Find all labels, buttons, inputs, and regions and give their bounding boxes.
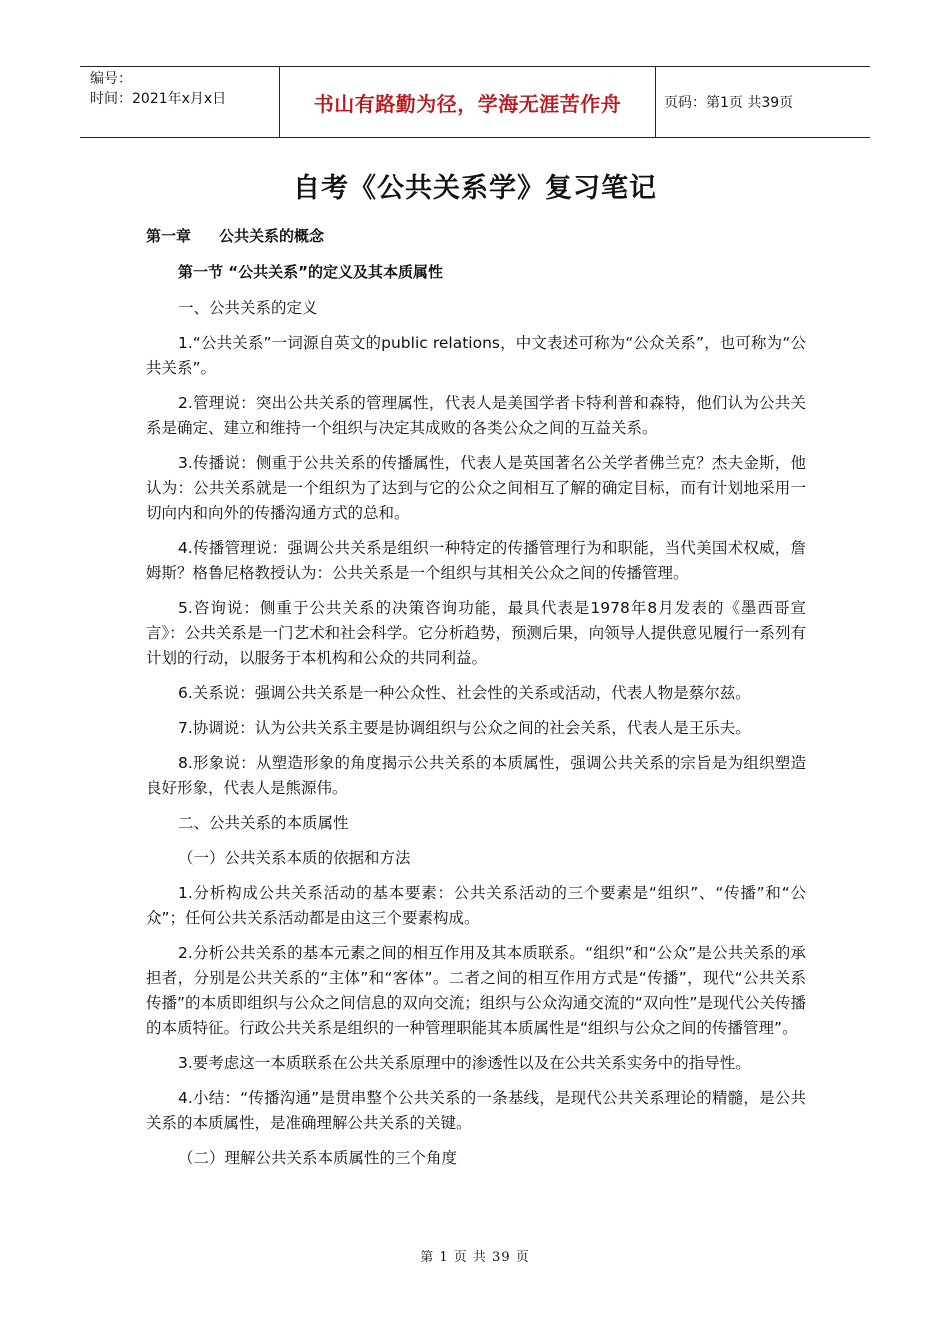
chapter-name: 公共关系的概念 [219, 227, 325, 245]
document-date-label: 时间：2021年x月x日 [90, 91, 227, 107]
chapter-number: 第一章 [146, 227, 192, 245]
page-footer: 第 1 页 共 39 页 [420, 1250, 530, 1265]
subheading-essence-basis: （一）公共关系本质的依据和方法 [178, 849, 411, 867]
essence-paragraph: 1.分析构成公共关系活动的基本要素：公共关系活动的三个要素是“组织”、“传播”和“公众”；任何公共关系活动都是由这三个要素构成。 [146, 884, 806, 927]
essence-paragraph: 4.小结：“传播沟通”是贯串整个公共关系的一条基线，是现代公共关系理论的精髓，是公共关系的本质属性，是准确理解公共关系的关键。 [146, 1089, 806, 1132]
definition-paragraph: 5.咨询说：侧重于公共关系的决策咨询功能，最具代表是1978年8月发表的《墨西哥宣言》：公共关系是一门艺术和社会科学。它分析趋势，预测后果，向领导人提供意见履行一系列有计划的行动，以服务于本机构和公众的共同利益。 [146, 599, 806, 667]
essence-paragraph: 2.分析公共关系的基本元素之间的相互作用及其本质联系。“组织”和“公众”是公共关系的承担者，分别是公共关系的“主体”和“客体”。二者之间的相互作用方式是“传播”，现代“公共关系传播”的本质即组织与公众之间信息的双向交流；组织与公众沟通交流的“双向性”是现代公关传播的本质特征。行政公共关系是组织的一种管理职能其本质属性是“组织与公众之间的传播管理”。 [146, 944, 806, 1037]
subheading-essence-angles: （二）理解公共关系本质属性的三个角度 [178, 1149, 458, 1167]
definition-paragraph: 8.形象说：从塑造形象的角度揭示公共关系的本质属性，强调公共关系的宗旨是为组织塑造良好形象，代表人是熊源伟。 [146, 754, 806, 797]
definition-paragraph: 1.“公共关系”一词源自英文的public relations，中文表述可称为“公众关系”，也可称为“公共关系”。 [146, 334, 806, 377]
header-meta [80, 67, 280, 137]
definition-paragraph: 3.传播说：侧重于公共关系的传播属性，代表人是英国著名公关学者佛兰克？杰夫金斯，他认为：公共关系就是一个组织为了达到与它的公众之间相互了解的确定目标，而有计划地采用一切向内和向外的传播沟通方式的总和。 [146, 454, 806, 522]
definition-paragraph: 7.协调说：认为公共关系主要是协调组织与公众之间的社会关系，代表人是王乐夫。 [178, 719, 751, 737]
document-body [146, 224, 806, 1181]
document-number-label: 编号： [90, 71, 132, 87]
document-title: 自考《公共关系学》复习笔记 [293, 173, 657, 204]
page-header [80, 66, 870, 138]
definition-paragraph: 2.管理说：突出公共关系的管理属性，代表人是美国学者卡特利普和森特，他们认为公共关系是确定、建立和维持一个组织与决定其成败的各类公众之间的互益关系。 [146, 394, 806, 437]
section-heading: 第一节 “公共关系”的定义及其本质属性 [178, 263, 443, 281]
definition-paragraph: 6.关系说：强调公共关系是一种公众性、社会性的关系或活动，代表人物是蔡尔兹。 [178, 684, 751, 702]
definition-paragraph: 4.传播管理说：强调公共关系是组织一种特定的传播管理行为和职能，当代美国术权威，詹姆斯？格鲁尼格教授认为：公共关系是一个组织与其相关公众之间的传播管理。 [146, 539, 806, 582]
chapter-heading [146, 224, 806, 249]
header-motto: 书山有路勤为径，学海无涯苦作舟 [280, 67, 656, 137]
essence-paragraph: 3.要考虑这一本质联系在公共关系原理中的渗透性以及在公共关系实务中的指导性。 [178, 1054, 751, 1072]
subheading-essence: 二、公共关系的本质属性 [178, 814, 349, 832]
subheading-definition: 一、公共关系的定义 [178, 299, 318, 317]
header-page-info: 页码：第1页 共39页 [664, 95, 794, 111]
